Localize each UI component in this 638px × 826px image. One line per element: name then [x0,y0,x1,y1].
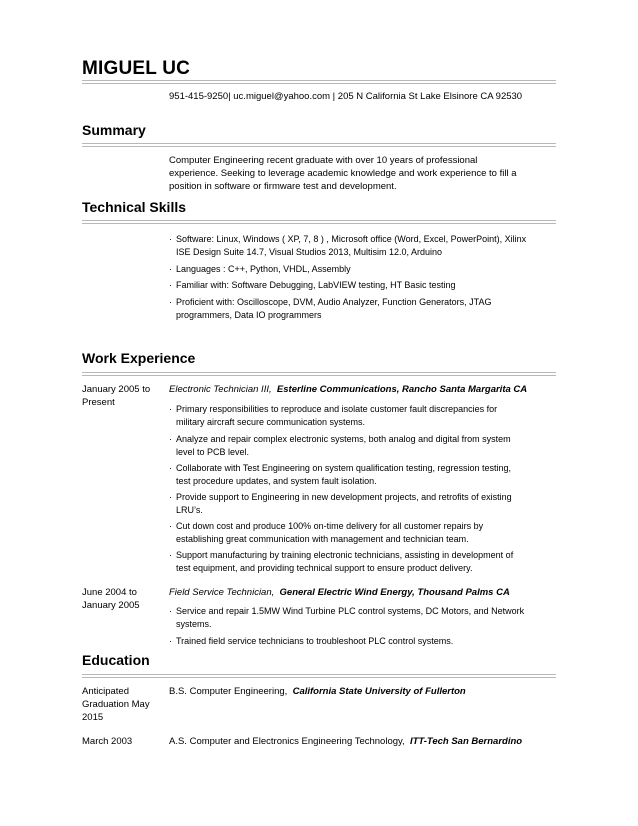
job-title-line [169,384,569,395]
summary-divider [82,143,556,147]
job-bullet: · Collaborate with Test Engineering on system qualification testing, regression testing, test procedure updates, and system fault isolation. [169,463,512,486]
education-entry [169,736,569,747]
header-divider [82,80,556,84]
degree: B.S. Computer Engineering, [169,686,288,697]
skill-item: · Proficient with: Oscilloscope, DVM, Audio Analyzer, Function Generators, JTAG programmers, Data IO programmers [169,297,492,320]
skills-heading: Technical Skills [82,199,187,215]
school: California State University of Fullerton [292,686,466,697]
job-company: General Electric Wind Energy, Thousand Palms CA [279,587,510,598]
summary-heading: Summary [82,122,146,138]
education-dates: Anticipated Graduation May 2015 [82,686,150,723]
job-bullet: · Support manufacturing by training electronic technicians, assisting in development of test equipment, and providing technical support to ensure product delivery. [169,550,514,573]
skills-divider [82,220,556,224]
job-company: Esterline Communications, Rancho Santa Margarita CA [276,384,528,395]
skill-item: · Languages : C++, Python, VHDL, Assembly [169,264,351,274]
degree: A.S. Computer and Electronics Engineering Technology, [169,736,405,747]
work-divider [82,372,556,376]
summary-line: experience. Seeking to leverage academic knowledge and work experience to fill a [169,168,517,179]
job-bullet: · Analyze and repair complex electronic systems, both analog and digital from system level to PCB level. [169,434,511,457]
education-divider [82,674,556,678]
job-dates: June 2004 to January 2005 [82,587,140,611]
job-bullet: · Service and repair 1.5MW Wind Turbine PLC control systems, DC Motors, and Network systems. [169,606,525,629]
skill-item: · Software: Linux, Windows ( XP, 7, 8 ) , Microsoft office (Word, Excel, PowerPoint), Xilinx ISE Design Suite 14.7, Visual Studios 2013, Multisim 12.0, Arduino [169,234,527,257]
skill-item: · Familiar with: Software Debugging, LabVIEW testing, HT Basic testing [169,280,456,290]
job-bullet: · Trained field service technicians to troubleshoot PLC control systems. [169,636,454,646]
job-title-line [169,587,569,598]
job-bullet: · Primary responsibilities to reproduce and isolate customer fault discrepancies for military aircraft secure communication systems. [169,404,498,427]
summary-line: position in software or firmware test and development. [169,181,397,192]
contact-line: 951-415-9250| uc.miguel@yahoo.com | 205 N California St Lake Elsinore CA 92530 [169,91,523,102]
job-role: Field Service Technician, [169,587,275,598]
education-dates: March 2003 [82,736,133,747]
job-bullet: · Provide support to Engineering in new development projects, and retrofits of existing LRU’s. [169,492,512,515]
education-heading: Education [82,652,150,668]
school: ITT-Tech San Bernardino [409,736,523,747]
job-role: Electronic Technician III, [169,384,272,395]
education-entry [169,686,569,697]
job-bullet: · Cut down cost and produce 100% on-time delivery for all customer repairs by establishing great communication with management and technician team. [169,521,484,544]
summary-line: Computer Engineering recent graduate with over 10 years of professional [169,155,478,166]
summary-text [169,154,549,193]
work-heading: Work Experience [82,350,196,366]
candidate-name: MIGUEL UC [82,58,191,79]
job-dates: January 2005 to Present [82,384,151,408]
